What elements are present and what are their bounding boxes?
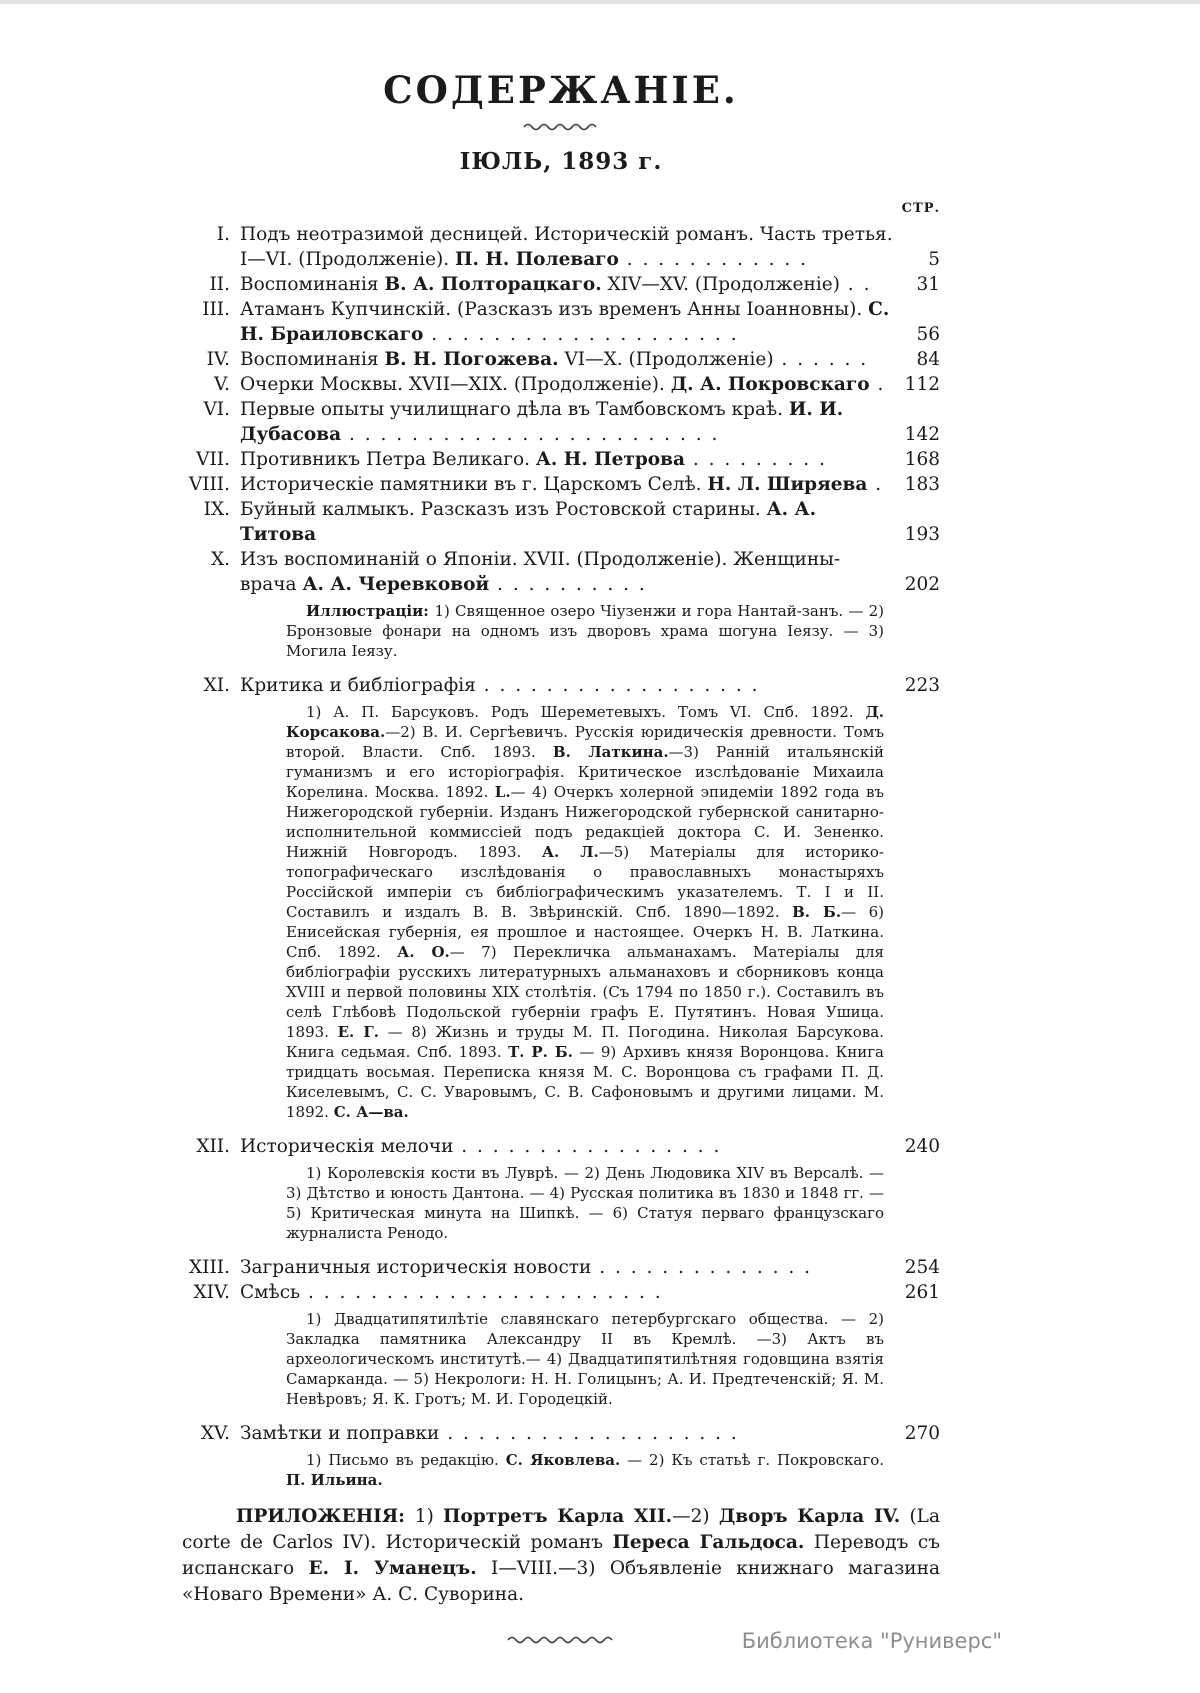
dot-leader: . . . . . . . . . . . . . . . . . . xyxy=(475,675,760,696)
dot-leader: . . . . . . . . . xyxy=(685,449,827,470)
issue-date: ІЮЛЬ, 1893 г. xyxy=(459,148,663,175)
entry-number: XII. xyxy=(196,1136,230,1157)
entry-title: Противникъ Петра Великаго. А. Н. Петрова . . . . . . . . . xyxy=(240,449,827,470)
appendix-paragraph: ПРИЛОЖЕНІЯ: 1) Портретъ Карла XII.—2) Дворъ Карла IV. (La corte de Carlos IV). Историческій романъ Переса Гальдоса. Переводъ съ испанскаго Е. І. Уманецъ. I—VIII.—3) Объявленіе книжнаго магазина «Новаго Времени» А. С. Суворина. xyxy=(182,1506,940,1605)
entry-title: Изъ воспоминаній о Японіи. XVII. (Продолженіе). Женщины-врача А. А. Черевковой . . . . . . . . . . xyxy=(240,549,841,595)
entry-title: Историческія мелочи . . . . . . . . . . . . . . . . . xyxy=(240,1136,722,1157)
entry-number: VIII. xyxy=(188,474,230,495)
entry-page-number: 5 xyxy=(928,249,940,270)
entry-number: IX. xyxy=(203,499,230,520)
entry-number: III. xyxy=(202,299,230,320)
toc-entry xyxy=(182,497,940,547)
toc-list xyxy=(182,222,940,1490)
entry-title: Историческіе памятники въ г. Царскомъ Селѣ. Н. Л. Ширяева . xyxy=(240,474,884,495)
entry-title: Заграничныя историческія новости . . . . . . . . . . . . . . xyxy=(240,1257,813,1278)
entry-title: Воспоминанія В. Н. Погожева. VI—X. (Продолженіе) . . . . . . xyxy=(240,349,869,370)
entry-note: 1) Двадцатипятилѣтіе славянскаго петербургскаго общества. — 2) Закладка памятника Александру II въ Кремлѣ. —3) Актъ въ археологическомъ институтѣ.— 4) Двадцатипятилѣтняя годовщина взятія Самарканда. — 5) Некрологи: Н. Н. Голицынъ; А. И. Предтеченскій; Я. М. Невѣровъ; Я. К. Гротъ; М. И. Городецкій. xyxy=(286,1310,884,1408)
entry-number: XIII. xyxy=(189,1257,230,1278)
entry-number: VII. xyxy=(196,449,230,470)
entry-title: Критика и библіографія . . . . . . . . . . . . . . . . . . xyxy=(240,675,760,696)
toc-entry xyxy=(182,1134,940,1159)
toc-entry xyxy=(182,347,940,372)
entry-note: 1) А. П. Барсуковъ. Родъ Шереметевыхъ. Томъ VI. Спб. 1892. Д. Корсакова.—2) В. И. Сергѣевичъ. Русскія юридическія древности. Томъ второй. Власти. Спб. 1893. В. Латкина.—3) Ранній итальянскій гуманизмъ и его исторіографія. Критическое изслѣдованіе Михаила Корелина. Москва. 1892. L.— 4) Очеркъ холерной эпидеміи 1892 года въ Нижегородской губерніи. Изданъ Нижегородской губернской санитарно-исполнительной коммиссіей подъ редакціей доктора С. И. Зененко. Нижній Новгородъ. 1893. А. Л.—5) Матеріалы для историко-топографическаго изслѣдованія о православныхъ монастыряхъ Россійской имперіи съ библіографическимъ указателемъ. Т. I и II. Составилъ и издалъ В. В. Звѣринскій. Спб. 1890—1892. В. Б.— 6) Енисейская губернія, ея прошлое и настоящее. Очеркъ Н. В. Латкина. Спб. 1892. А. О.— 7) Перекличка альманахамъ. Матеріалы для библіографіи русскихъ литературныхъ альманаховъ и сборниковъ конца XVIII и первой половины XIX столѣтія. (Съ 1794 по 1850 г.). Составилъ въ селѣ Глѣбовѣ Подольской губерніи графъ Е. Путятинъ. Новая Ушица. 1893. Е. Г. — 8) Жизнь и труды М. П. Погодина. Николая Барсукова. Книга седьмая. Спб. 1893. Т. Р. Б. — 9) Архивъ князя Воронцова. Книга тридцать восьмая. Переписка князя М. С. Воронцова съ графами П. Д. Киселевымъ, С. С. Уваровымъ, С. В. Сафоновымъ и другими лицами. М. 1892. С. А—ва. xyxy=(286,703,885,1121)
dot-leader: . . . . . . . . . . . . . . xyxy=(591,1257,813,1278)
entry-page-number: 142 xyxy=(904,424,940,445)
dot-leader: . . . . . . . . . . . . xyxy=(618,249,808,270)
dot-leader: . . . . . . . . . . . . . . . . . . . . . . . xyxy=(300,1282,663,1303)
toc-entry xyxy=(182,372,940,397)
watermark: Библиотека "Руниверс" xyxy=(741,1629,1002,1653)
entry-number: IV. xyxy=(206,349,230,370)
entry-number: V. xyxy=(213,374,230,395)
entry-number: XI. xyxy=(203,675,230,696)
entry-number: VI. xyxy=(203,399,230,420)
entry-page-number: 240 xyxy=(904,1136,940,1157)
entry-title: Замѣтки и поправки . . . . . . . . . . . . . . . . . . . xyxy=(240,1423,739,1444)
entry-page-number: 56 xyxy=(916,324,940,345)
entry-title: Очерки Москвы. XVII—XIX. (Продолженіе). Д. А. Покровскаго . xyxy=(240,374,886,395)
entry-page-number: 202 xyxy=(904,574,940,595)
toc-entry xyxy=(182,1421,940,1446)
entry-page-number: 270 xyxy=(904,1423,940,1444)
entry-page-number: 254 xyxy=(904,1257,940,1278)
page-title: СОДЕРЖАНІЕ. xyxy=(383,68,739,112)
entry-title: Атаманъ Купчинскій. (Разсказъ изъ временъ Анны Іоанновны). С. Н. Браиловскаго . . . . . . . . . . . . . . . . . . . . xyxy=(240,299,890,345)
toc-entry xyxy=(182,673,940,698)
dot-leader: . . . . . . . . . . . . . . . . . . . . xyxy=(423,324,739,345)
entry-note: 1) Королевскія кости въ Луврѣ. — 2) День Людовика XIV въ Версалѣ. — 3) Дѣтство и юность Дантона. — 4) Русская политика въ 1830 и 1848 гг. — 5) Критическая минута на Шипкѣ. — 6) Статуя перваго французскаго журналиста Ренодо. xyxy=(286,1164,884,1242)
page-column-header: СТР. xyxy=(901,201,940,216)
toc-entry xyxy=(182,397,940,447)
ornament-bottom-icon xyxy=(506,1634,616,1646)
entry-number: XV. xyxy=(200,1423,230,1444)
entry-number: I. xyxy=(216,224,230,245)
entry-number: XIV. xyxy=(193,1282,230,1303)
ornament-top-icon xyxy=(522,121,600,133)
entry-page-number: 112 xyxy=(904,374,940,395)
toc-entry xyxy=(182,297,940,347)
toc-entry xyxy=(182,272,940,297)
entry-page-number: 183 xyxy=(904,474,940,495)
entry-note: Иллюстраціи: 1) Священное озеро Чіузенжи и гора Нантай-занъ. — 2) Бронзовые фонари на одномъ изъ дворовъ храма шогуна Іеязу. — 3) Могила Іеязу. xyxy=(286,602,884,660)
entry-page-number: 168 xyxy=(904,449,940,470)
entry-title: Первые опыты училищнаго дѣла въ Тамбовскомъ краѣ. И. И. Дубасова . . . . . . . . . . . . . . . . . . . . . . . . xyxy=(240,399,844,445)
dot-leader: . xyxy=(869,374,886,395)
toc-entry xyxy=(182,447,940,472)
entry-note: 1) Письмо въ редакцію. С. Яковлева. — 2) Къ статьѣ г. Покровскаго. П. Ильина. xyxy=(286,1451,884,1489)
toc-entry xyxy=(182,547,940,597)
dot-leader: . . . . . . . . . . . . . . . . . xyxy=(453,1136,722,1157)
dot-leader: . . . . . . . . . . . . . . . . . . . . . . . . xyxy=(341,424,720,445)
dot-leader: . . . . . . xyxy=(773,349,869,370)
entry-number: X. xyxy=(210,549,230,570)
toc-entry xyxy=(182,1255,940,1280)
entry-page-number: 84 xyxy=(916,349,940,370)
dot-leader: . xyxy=(867,474,884,495)
entry-number: II. xyxy=(209,274,230,295)
dot-leader: . . . . . . . . . . . . . . . . . . . xyxy=(439,1423,739,1444)
scan-top-edge xyxy=(0,0,1200,4)
entry-page-number: 223 xyxy=(904,675,940,696)
entry-page-number: 31 xyxy=(916,274,940,295)
toc-entry xyxy=(182,222,940,272)
entry-title: Буйный калмыкъ. Разсказъ изъ Ростовской старины. А. А. Титова xyxy=(240,499,817,545)
dot-leader: . . . . . . . . . . xyxy=(489,574,647,595)
entry-page-number: 261 xyxy=(904,1282,940,1303)
entry-title: Подъ неотразимой десницей. Историческій романъ. Часть третья. I—VI. (Продолженіе). П. Н. Полеваго . . . . . . . . . . . . xyxy=(240,224,893,270)
toc-entry xyxy=(182,1280,940,1305)
entry-title: Воспоминанія В. А. Полторацкаго. XIV—XV. (Продолженіе) . . xyxy=(240,274,872,295)
entry-page-number: 193 xyxy=(904,524,940,545)
entry-title: Смѣсь . . . . . . . . . . . . . . . . . . . . . . . xyxy=(240,1282,663,1303)
toc-entry xyxy=(182,472,940,497)
dot-leader: . . xyxy=(839,274,872,295)
